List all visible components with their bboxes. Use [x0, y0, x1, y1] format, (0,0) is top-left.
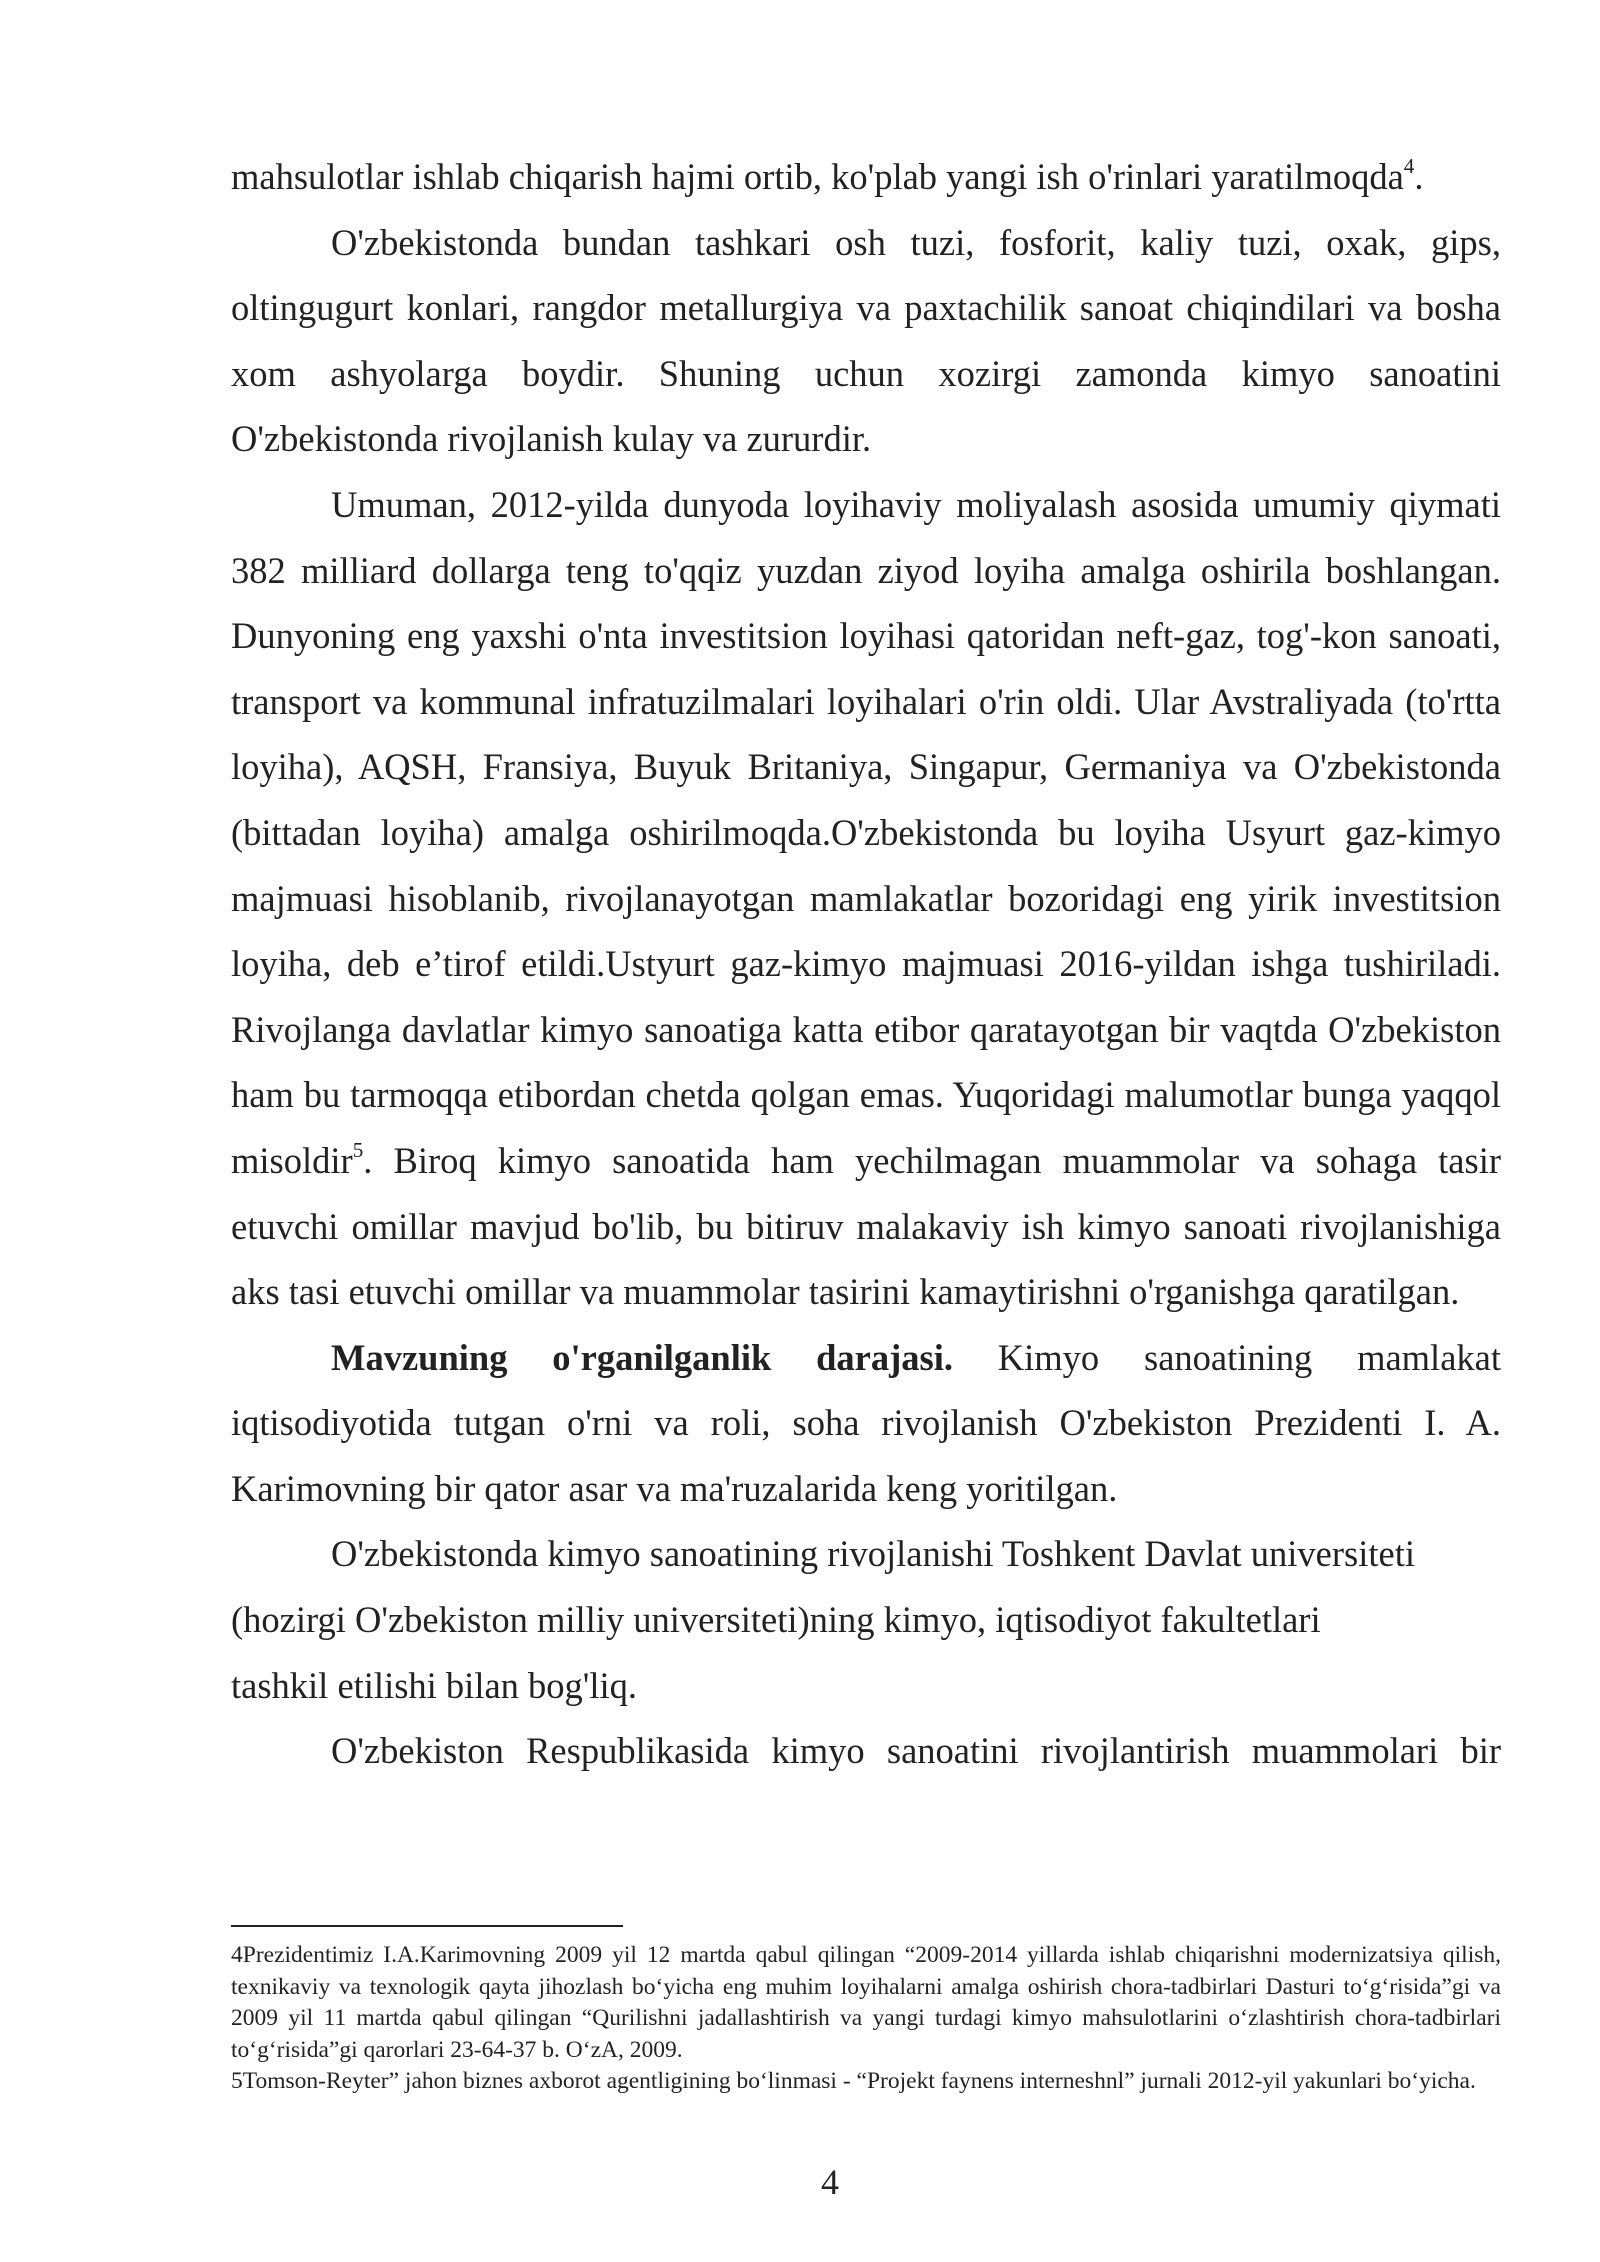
paragraph-5-continuation-text: tashkil etilishi bilan bog'liq. — [231, 1664, 638, 1706]
footnotes — [231, 1940, 1501, 2098]
paragraph-3-text: Umuman, 2012-yilda dunyoda loyihaviy moliyalash asosida umumiy qiymati 382 milliard dollarga teng to'qqiz yuzdan ziyod loyiha amalga oshirila boshlangan. Dunyoning eng yaxshi o'nta investitsion loyihasi qatoridan neft-gaz, tog'-kon sanoati, transport va kommunal infratuzilmalari loyihalari o'rin oldi. Ular Avstraliyada (to'rtta loyiha), AQSH, Fransiya, Buyuk Britaniya, Singapur, Germaniya va O'zbekistonda (bittadan loyiha) amalga oshirilmoqda.O'zbekistonda bu loyiha Usyurt gaz-kimyo majmuasi hisoblanib, rivojlanayotgan mamlakatlar bozoridagi eng yirik investitsion loyiha, deb e’tirof etildi.Ustyurt gaz-kimyo majmuasi 2016-yildan ishga tushiriladi. Rivojlanga davlatlar kimyo sanoatiga katta etibor qaratayotgan bir vaqtda O'zbekiston ham bu tarmoqqa etibordan chetda qolgan emas. Yuqoridagi malumotlar bunga yaqqol misoldir — [231, 483, 1501, 1181]
footnote-5-number: 5 — [231, 2068, 243, 2094]
paragraph-3 — [231, 472, 1501, 1325]
paragraph-1-tail: . — [1414, 156, 1424, 197]
paragraph-3-tail: . Biroq kimyo sanoatida ham yechilmagan muammolar va sohaga tasir etuvchi omillar mavjud bo'lib, bu bitiruv malakaviy ish kimyo sanoati rivojlanishiga aks tasi etuvchi omillar va muammolar tasirini kamaytirishni o'rganishga qaratilgan. — [231, 1139, 1501, 1313]
footnote-4-text: Prezidentimiz I.A.Karimovning 2009 yil 12 martda qabul qilingan “2009-2014 yillarda ishlab chiqarishni modernizatsiya qilish, texnikaviy va texnologik qayta jihozlash bo‘yicha eng muhim loyihalarni amalga oshirish chora-tadbirlari Dasturi to‘g‘risida”gi va 2009 yil 11 martda qabul qilingan “Qurilishni jadallashtirish va yangi turdagi kimyo mahsulotlarini o‘zlashtirish chora-tadbirlari to‘g‘risida”gi qarorlari 23-64-37 b. O‘zA, 2009. — [231, 1942, 1501, 2063]
footnote-ref-4[interactable]: 4 — [1403, 153, 1415, 178]
footnote-separator — [231, 1925, 623, 1927]
paragraph-4 — [231, 1325, 1501, 1522]
page-number: 4 — [821, 2162, 839, 2202]
paragraph-5-continuation — [231, 1653, 1501, 1719]
paragraph-4-text: Kimyo sanoatining mamlakat iqtisodiyotida tutgan o'rni va roli, soha rivojlanish O'zbekiston Prezidenti I. A. Karimovning bir qator asar va ma'ruzalarida keng yoritilgan. — [231, 1336, 1501, 1509]
paragraph-1 — [231, 144, 1501, 210]
section-heading-inline: Mavzuning o'rganilganlik darajasi. — [331, 1336, 953, 1378]
paragraph-6-text: O'zbekiston Respublikasida kimyo sanoatini rivojlantirish muammolari bir — [331, 1730, 1501, 1772]
footnote-5-text: Tomson-Reyter” jahon biznes axborot agentligining bo‘linmasi - “Projekt faynens interneshnl” jurnali 2012-yil yakunlari bo‘yicha. — [242, 2068, 1476, 2094]
paragraph-6 — [231, 1718, 1501, 1784]
footnote-4-number: 4 — [231, 1942, 243, 1968]
paragraph-1-text: mahsulotlar ishlab chiqarish hajmi ortib, ko'plab yangi ish o'rinlari yaratilmoqda — [231, 156, 1404, 197]
paragraph-5 — [231, 1521, 1501, 1652]
body-text — [231, 144, 1501, 1784]
paragraph-2-text: O'zbekistonda bundan tashkari osh tuzi, fosforit, kaliy tuzi, oxak, gips, oltingugurt konlari, rangdor metallurgiya va paxtachilik sanoat chiqindilari va bosha xom ashyolarga boydir. Shuning uchun xozirgi zamonda kimyo sanoatini O'zbekistonda rivojlanish kulay va zururdir. — [231, 221, 1501, 460]
paragraph-5-text: O'zbekistonda kimyo sanoatining rivojlanishi Toshkent Davlat universiteti (hozirgi O'zbekiston milliy universiteti)ning kimyo, iqtisodiyot fakultetlari — [231, 1533, 1415, 1641]
paragraph-2 — [231, 210, 1501, 472]
footnote-5 — [231, 2066, 1501, 2098]
footnote-ref-5[interactable]: 5 — [352, 1137, 364, 1162]
footnote-4 — [231, 1940, 1501, 2066]
